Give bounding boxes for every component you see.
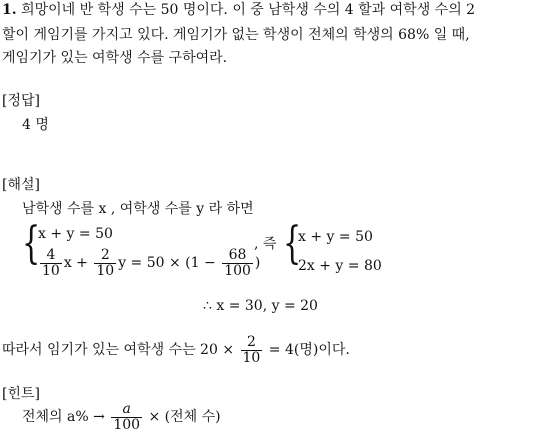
answer-value: 4 명: [22, 117, 49, 133]
system2-eq2: 2x + y = 80: [298, 258, 382, 274]
fraction-2-10-conclusion: $\frac{2}{10}$: [242, 333, 261, 366]
hint-line: 전체의 a% → $\frac{a}{100}$ × (전체 수): [22, 400, 221, 433]
problem-line-1: [2, 0, 475, 20]
hint-heading: [힌트]: [2, 386, 40, 402]
system-brace-1: {: [22, 218, 41, 269]
system-connector: , 즉: [254, 236, 277, 252]
problem-line-2: 할이 게임기를 가지고 있다. 게임기가 없는 학생이 전체의 학생의 68% 일 때,: [2, 27, 470, 43]
fraction-a-100: $\frac{a}{100}$: [113, 400, 141, 433]
problem-text-1: 희망이네 반 학생 수는 50 명이다. 이 중 남학생 수의 4 할과 여학생 수의 2: [21, 2, 476, 18]
therefore-line: ∴ x = 30, y = 20: [203, 298, 318, 314]
system-brace-2: {: [283, 218, 302, 269]
problem-line-3: 게임기가 있는 여학생 수를 구하여라.: [2, 50, 228, 66]
solution-heading: [해설]: [2, 177, 40, 193]
system1-eq1: x + y = 50: [38, 226, 113, 242]
conclusion-line: 따라서 임기가 있는 여학생 수는 20 × $\frac{2}{10}$ = 4(명)이다.: [2, 333, 350, 366]
fraction-2-10: $\frac{2}{10}$: [96, 246, 115, 279]
fraction-4-10: $\frac{4}{10}$: [42, 246, 60, 279]
solution-setup: 남학생 수를 x , 여학생 수를 y 라 하면: [22, 201, 254, 217]
system1-eq2: $\frac{4}{10}$ x + $\frac{2}{10}$ y = 50 × (1 − $\frac{68}{100}$ ): [42, 246, 261, 279]
fraction-68-100: $\frac{68}{100}$: [224, 246, 251, 279]
problem-number: 1.: [2, 2, 17, 18]
answer-heading: [정답]: [2, 93, 40, 109]
system2-eq1: x + y = 50: [298, 229, 373, 245]
